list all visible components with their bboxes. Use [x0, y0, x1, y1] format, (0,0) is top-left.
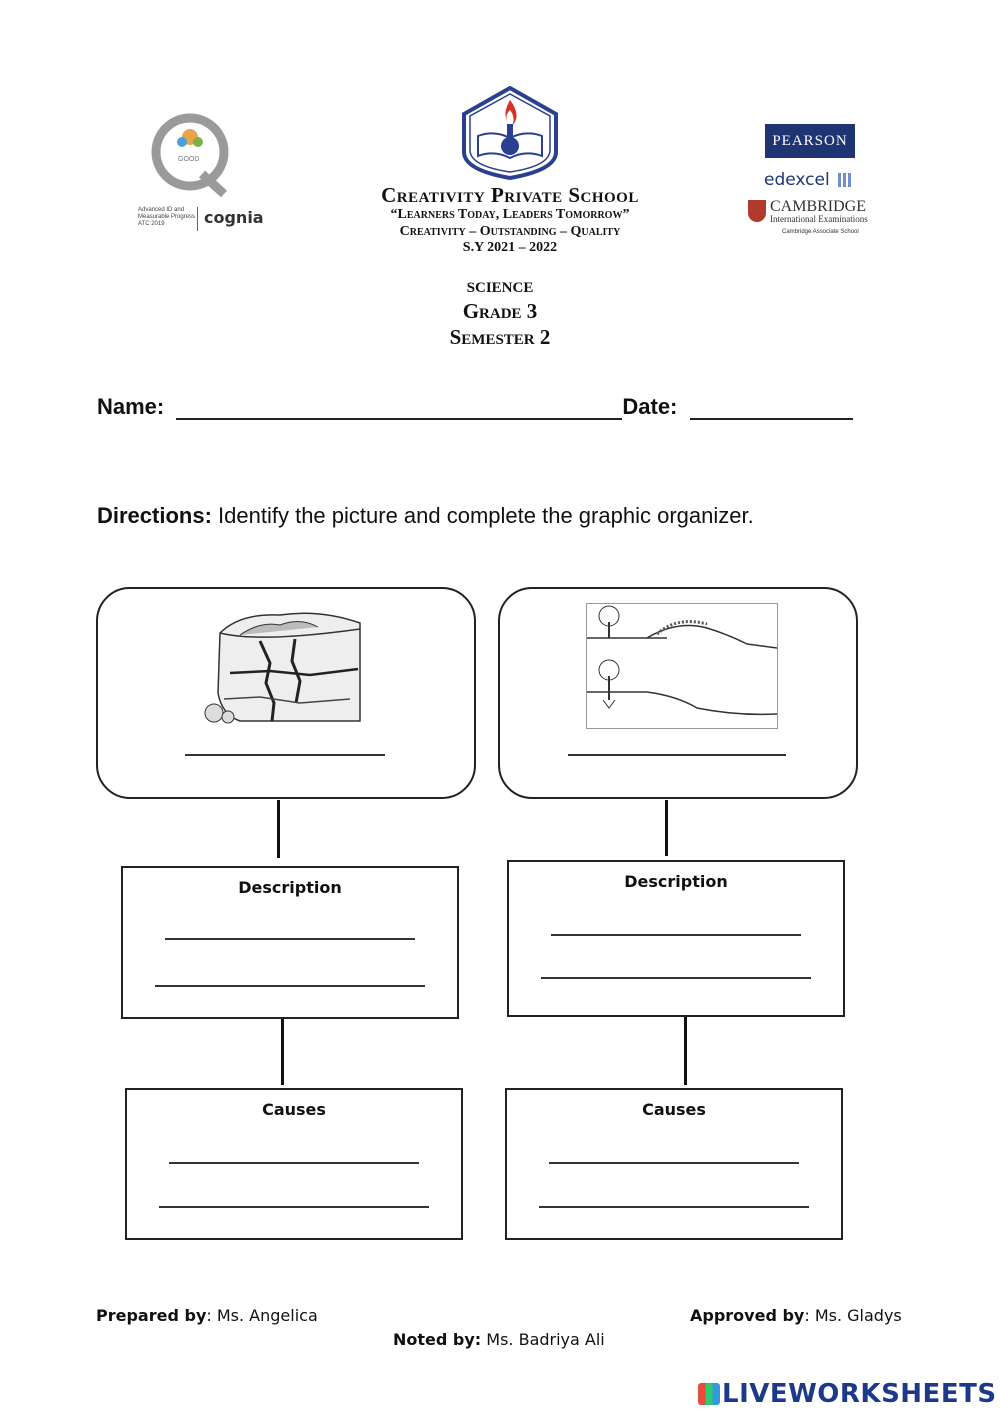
cambridge-text: CAMBRIDGE — [770, 198, 867, 215]
rock-weathering-illustration — [200, 603, 362, 725]
approved-label: Approved by — [690, 1306, 805, 1325]
approved-name: : Ms. Gladys — [804, 1306, 902, 1325]
description-line-left-1[interactable] — [165, 938, 415, 940]
description-title-right: Description — [624, 872, 728, 891]
connector-right-bottom — [684, 1017, 687, 1085]
description-title-left: Description — [238, 878, 342, 897]
name-date-row — [97, 394, 877, 420]
quality-logo — [150, 112, 235, 197]
causes-line-left-1[interactable] — [169, 1162, 419, 1164]
pearson-text: PEARSON — [772, 132, 848, 149]
noted-label: Noted by: — [393, 1330, 482, 1349]
directions — [97, 503, 917, 529]
edexcel-grid-icon — [838, 173, 852, 187]
name-input-line[interactable] — [176, 398, 622, 420]
date-input-line[interactable] — [690, 398, 853, 420]
connector-right-top — [665, 800, 668, 856]
description-box-left — [121, 866, 459, 1019]
description-line-left-2[interactable] — [155, 985, 425, 987]
causes-title-right: Causes — [642, 1100, 706, 1119]
causes-line-left-2[interactable] — [159, 1206, 429, 1208]
connector-left-top — [277, 800, 280, 858]
description-line-right-1[interactable] — [551, 934, 801, 936]
accreditation-text: Advanced ID and Measurable Progress ATC 2019 — [138, 207, 196, 227]
causes-line-right-2[interactable] — [539, 1206, 809, 1208]
subject-block — [300, 272, 700, 350]
prepared-label: Prepared by — [96, 1306, 207, 1325]
erosion-illustration — [586, 603, 778, 729]
directions-text: Identify the picture and complete the graphic organizer. — [211, 503, 754, 528]
liveworksheets-logo — [698, 1378, 998, 1410]
answer-line-right-picture[interactable] — [568, 754, 786, 756]
liveworksheets-icon — [698, 1383, 720, 1405]
pearson-logo — [765, 124, 855, 158]
connector-left-bottom — [281, 1019, 284, 1085]
description-box-right — [507, 860, 845, 1017]
answer-line-left-picture[interactable] — [185, 754, 385, 756]
directions-label: Directions: — [97, 503, 212, 528]
quality-label: GOOD — [178, 156, 200, 163]
grade-title: Grade 3 — [462, 299, 538, 323]
liveworksheets-text: LIVEWORKSHEETS — [722, 1379, 997, 1409]
divider — [197, 207, 198, 231]
prepared-name: : Ms. Angelica — [206, 1306, 318, 1325]
causes-box-left — [125, 1088, 463, 1240]
edexcel-text: edexcel — [764, 170, 830, 190]
school-values: Creativity – Outstanding – Quality — [399, 224, 621, 239]
name-label: Name: — [97, 394, 165, 419]
edexcel-logo — [764, 170, 852, 190]
causes-box-right — [505, 1088, 843, 1240]
causes-line-right-1[interactable] — [549, 1162, 799, 1164]
cambridge-logo — [748, 198, 868, 240]
semester-title: Semester 2 — [449, 325, 551, 349]
school-crest — [458, 86, 562, 180]
cambridge-sub: International Examinations — [770, 214, 868, 224]
description-line-right-2[interactable] — [541, 977, 811, 979]
noted-name: Ms. Badriya Ali — [481, 1330, 605, 1349]
school-motto: “Learners Today, Leaders Tomorrow” — [390, 207, 630, 222]
subject-title: science — [466, 273, 534, 297]
date-label: Date: — [622, 394, 678, 419]
cambridge-shield-icon — [748, 200, 766, 222]
cambridge-school: Cambridge Associate School — [782, 229, 859, 235]
approved-by — [690, 1306, 902, 1325]
cognia-logo: cognia — [204, 208, 264, 227]
causes-title-left: Causes — [262, 1100, 326, 1119]
prepared-by — [96, 1306, 318, 1325]
noted-by — [393, 1330, 605, 1349]
school-year: S.Y 2021 – 2022 — [462, 240, 558, 255]
school-name: Creativity Private School — [381, 183, 639, 207]
